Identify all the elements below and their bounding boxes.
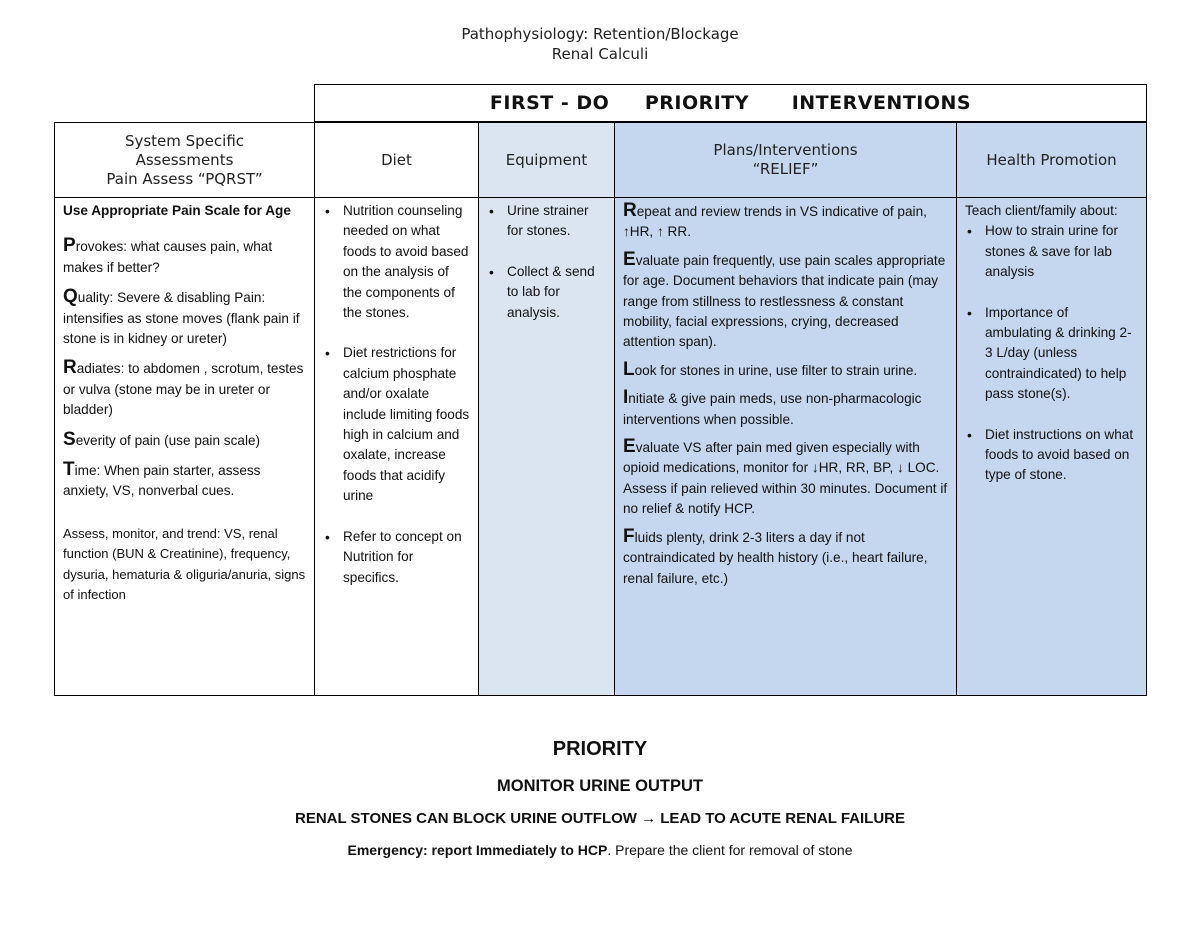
emergency-note: Emergency: report Immediately to HCP. Prepare the client for removal of stone — [347, 842, 853, 858]
teach-intro: Teach client/family about: — [965, 203, 1118, 218]
list-item: • How to strain urine for stones & save for lab analysis — [965, 221, 1138, 282]
list-item: • Refer to concept on Nutrition for specifics. — [323, 527, 470, 588]
pqrst-item: Quality: Severe & disabling Pain: intensifies as stone moves (flank pain if stone is in kidney or ureter) — [63, 286, 300, 347]
relief-item: Evaluate pain frequently, use pain scales appropriate for age. Document behaviors that indicate pain (may range from stillness to restlessness & constant mobility, facial expressions, crying, decreased attention span). — [623, 248, 946, 350]
pqrst-item: Severity of pain (use pain scale) — [63, 428, 261, 450]
plans-header: Plans/Interventions “RELIEF” — [615, 123, 956, 198]
monitor-heading: MONITOR URINE OUTPUT — [497, 777, 703, 795]
list-item: • Nutrition counseling needed on what foods to avoid based on the analysis of the components of the stones. — [323, 201, 470, 323]
assessments-column — [54, 122, 315, 696]
warning-heading: RENAL STONES CAN BLOCK URINE OUTFLOW → LEAD TO ACUTE RENAL FAILURE — [294, 810, 905, 827]
list-item: • Collect & send to lab for analysis. — [487, 262, 606, 323]
list-item: • Diet instructions on what foods to avoid based on type of stone. — [965, 425, 1138, 486]
priority-heading: PRIORITY — [552, 738, 648, 760]
relief-item: Fluids plenty, drink 2-3 liters a day if not contraindicated by health history (i.e., heart failure, renal failure, etc.) — [623, 525, 928, 586]
health-list — [965, 221, 1138, 485]
pqrst-item: Provokes: what causes pain, what makes if better? — [63, 235, 273, 275]
list-item: • Urine strainer for stones. — [487, 201, 606, 242]
pain-scale-lead: Use Appropriate Pain Scale for Age — [63, 203, 291, 218]
diet-header: Diet — [315, 123, 478, 198]
relief-item: Initiate & give pain meds, use non-pharmacologic interventions when possible. — [623, 387, 922, 427]
equipment-column — [478, 122, 615, 696]
document-title: Pathophysiology: Retention/Blockage — [461, 25, 739, 43]
equipment-list — [487, 201, 606, 323]
interventions-banner: FIRST - DO PRIORITY INTERVENTIONS — [314, 84, 1147, 122]
health-promotion-column — [956, 122, 1147, 696]
equipment-header: Equipment — [479, 123, 614, 198]
relief-item: Look for stones in urine, use filter to strain urine. — [623, 358, 918, 380]
assessments-header: System Specific Assessments Pain Assess “PQRST” — [55, 123, 314, 198]
plans-column — [614, 122, 957, 696]
list-item: • Importance of ambulating & drinking 2-3 L/day (unless contraindicated) to help pass stone(s). — [965, 303, 1138, 405]
list-item: • Diet restrictions for calcium phosphate and/or oxalate include limiting foods high in calcium and oxalate, increase foods that acidify urine — [323, 343, 470, 506]
pqrst-item: Radiates: to abdomen , scrotum, testes or vulva (stone may be in ureter or bladder) — [63, 357, 304, 418]
document-subtitle: Renal Calculi — [551, 45, 649, 63]
health-promotion-header: Health Promotion — [957, 123, 1146, 198]
relief-item: Evaluate VS after pain med given especially with opioid medications, monitor for ↓HR, RR, BP, ↓ LOC. Assess if pain relieved within 30 minutes. Document if no relief & notify HCP. — [623, 436, 948, 517]
pqrst-item: Time: When pain starter, assess anxiety, VS, nonverbal cues. — [63, 459, 261, 499]
diet-list — [323, 201, 470, 588]
monitor-trend-text: Assess, monitor, and trend: VS, renal function (BUN & Creatinine), frequency, dysuria, hematuria & oliguria/anuria, signs of infection — [63, 525, 306, 603]
relief-item: Repeat and review trends in VS indicative of pain, ↑HR, ↑ RR. — [623, 200, 927, 240]
diet-column — [314, 122, 479, 696]
